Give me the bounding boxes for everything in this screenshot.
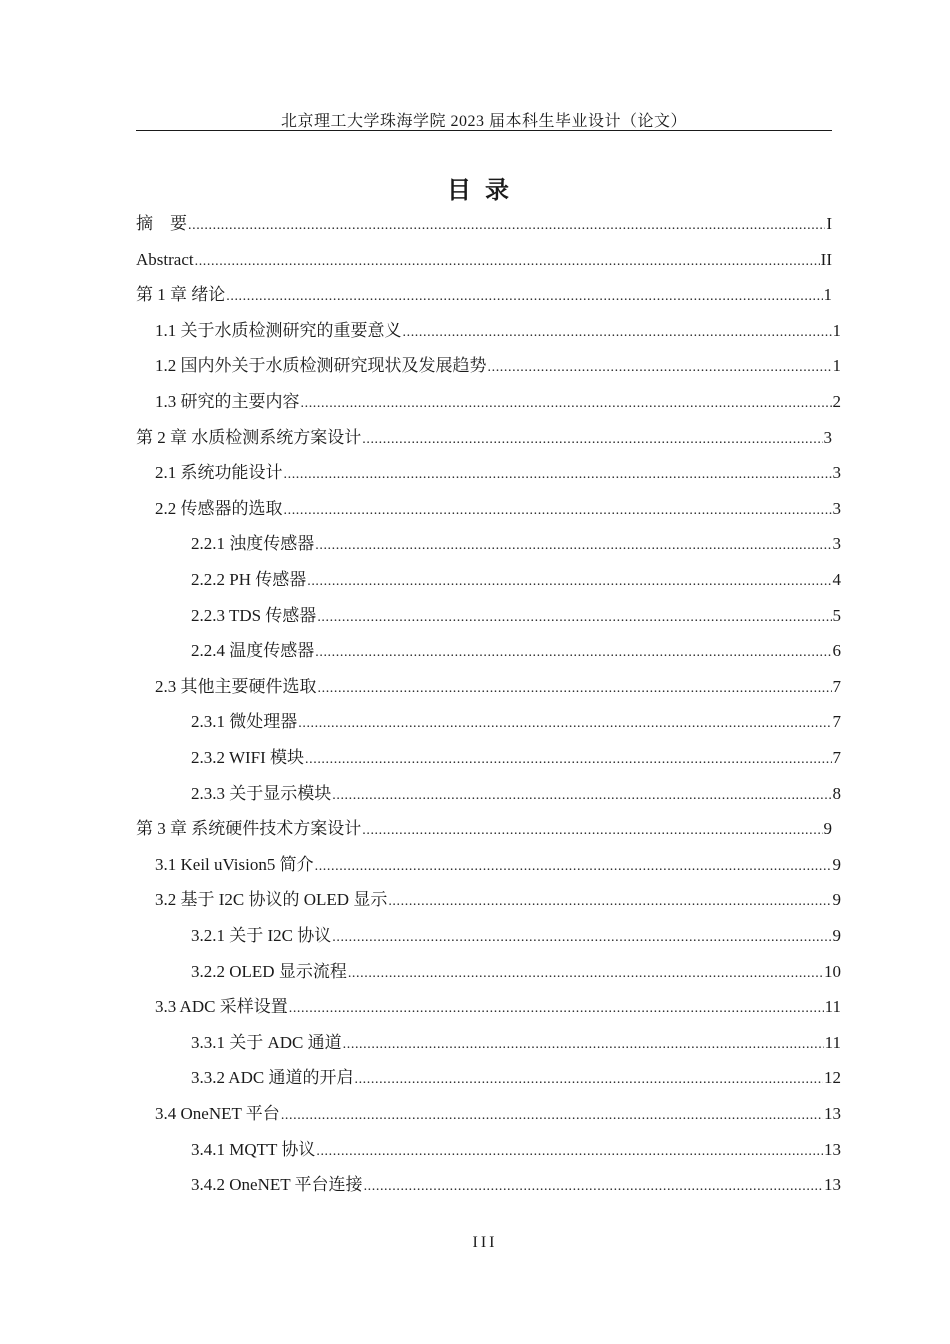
- toc-entry[interactable]: [155, 497, 841, 521]
- toc-entry-label: 3.4 OneNET 平台: [155, 1104, 280, 1123]
- toc-entry-page: II: [820, 249, 832, 269]
- toc-dot-leader: [332, 926, 831, 948]
- toc-entry[interactable]: [191, 924, 841, 948]
- toc-dot-leader: [318, 677, 832, 699]
- toc-entry[interactable]: [191, 604, 841, 628]
- toc-dot-leader: [315, 534, 831, 556]
- toc-entry[interactable]: [155, 995, 841, 1019]
- toc-entry[interactable]: [191, 568, 841, 592]
- toc-dot-leader: [488, 356, 832, 378]
- toc-entry-page: 5: [832, 605, 841, 625]
- toc-dot-leader: [317, 606, 831, 628]
- toc-entry[interactable]: [136, 283, 832, 307]
- toc-dot-leader: [284, 499, 832, 521]
- toc-entry-label: 2.3 其他主要硬件选取: [155, 676, 317, 696]
- toc-dot-leader: [284, 463, 832, 485]
- toc-entry-label: 2.2.4 温度传感器: [191, 641, 315, 661]
- toc-entry-label: 3.3.1 关于 ADC 通道: [191, 1032, 342, 1052]
- toc-entry-page: 11: [824, 997, 841, 1017]
- toc-entry[interactable]: [191, 1138, 841, 1162]
- toc-entry[interactable]: [136, 212, 832, 236]
- toc-entry-label: 2.2.3 TDS 传感器: [191, 605, 317, 625]
- toc-dot-leader: [188, 214, 825, 236]
- toc-entry[interactable]: [155, 675, 841, 699]
- toc-entry-label: 3.2.1 关于 I2C 协议: [191, 926, 332, 945]
- toc-entry-page: 12: [824, 1068, 841, 1088]
- toc-entry[interactable]: [155, 354, 841, 378]
- toc-dot-leader: [226, 285, 822, 307]
- toc-entry[interactable]: [191, 639, 841, 663]
- toc-entry[interactable]: [191, 532, 841, 556]
- toc-entry-label: 3.1 Keil uVision5 简介: [155, 854, 314, 874]
- toc-entry-page: 4: [832, 570, 841, 589]
- toc-entry[interactable]: [155, 853, 841, 877]
- toc-entry[interactable]: [155, 390, 841, 414]
- toc-entry-label: 2.1 系统功能设计: [155, 463, 283, 483]
- toc-entry[interactable]: [191, 1031, 841, 1055]
- toc-entry[interactable]: [191, 782, 841, 806]
- page-number: III: [472, 1234, 498, 1251]
- toc-entry-label: 3.3.2 ADC 通道的开启: [191, 1068, 354, 1088]
- toc-entry[interactable]: [191, 1173, 841, 1197]
- toc-entry-page: 3: [832, 534, 841, 554]
- toc-entry-label: 2.2.1 浊度传感器: [191, 534, 315, 554]
- toc-entry-label: 2.3.1 微处理器: [191, 712, 298, 732]
- toc-dot-leader: [307, 570, 831, 592]
- toc-entry[interactable]: [191, 1066, 841, 1090]
- toc-entry[interactable]: [155, 888, 841, 912]
- toc-dot-leader: [298, 712, 831, 734]
- toc-entry-page: 7: [832, 676, 841, 696]
- toc-entry[interactable]: [136, 426, 832, 450]
- toc-dot-leader: [316, 1140, 823, 1162]
- toc-entry-page: 9: [832, 890, 841, 910]
- toc-entry-page: 1: [832, 320, 841, 340]
- toc-entry-page: 6: [832, 641, 841, 661]
- toc-entry-page: 9: [823, 819, 832, 839]
- toc-dot-leader: [403, 321, 832, 343]
- toc-entry-page: 7: [832, 712, 841, 732]
- toc-entry-label: 3.3 ADC 采样设置: [155, 997, 288, 1017]
- toc-dot-leader: [301, 392, 832, 414]
- toc-dot-leader: [315, 641, 831, 663]
- toc-entry-page: 3: [832, 498, 841, 518]
- toc-dot-leader: [343, 1033, 824, 1055]
- toc-entry-label: 2.2 传感器的选取: [155, 498, 283, 518]
- toc-dot-leader: [362, 428, 822, 450]
- toc-entry[interactable]: [191, 960, 841, 984]
- toc-entry-label: 2.3.3 关于显示模块: [191, 783, 332, 803]
- toc-entry-label: Abstract: [136, 249, 194, 269]
- toc-dot-leader: [362, 819, 822, 841]
- toc-entry-page: I: [826, 214, 832, 233]
- toc-dot-leader: [364, 1175, 823, 1197]
- toc-dot-leader: [388, 890, 831, 912]
- toc-entry-label: 1.3 研究的主要内容: [155, 392, 300, 411]
- toc-entry-label: 第 3 章 系统硬件技术方案设计: [136, 819, 362, 839]
- toc-entry-page: 3: [823, 427, 832, 447]
- toc-entry-label: 1.1 关于水质检测研究的重要意义: [155, 320, 402, 340]
- toc-entry-page: 1: [823, 285, 832, 305]
- toc-entry[interactable]: [136, 248, 832, 272]
- toc-entry-page: 13: [824, 1175, 841, 1195]
- toc-entry-page: 11: [824, 1032, 841, 1052]
- toc-dot-leader: [305, 748, 831, 770]
- toc-dot-leader: [332, 784, 831, 806]
- toc-entry-label: 2.3.2 WIFI 模块: [191, 748, 305, 767]
- toc-entry-label: 1.2 国内外关于水质检测研究现状及发展趋势: [155, 356, 487, 376]
- toc-entry-label: 3.2.2 OLED 显示流程: [191, 961, 347, 981]
- toc-entry-page: 2: [832, 392, 841, 411]
- toc-dot-leader: [348, 962, 823, 984]
- page-title: 目录: [447, 176, 523, 204]
- toc-entry-label: 第 2 章 水质检测系统方案设计: [136, 427, 362, 447]
- toc-entry-page: 9: [832, 854, 841, 874]
- toc-dot-leader: [315, 855, 832, 877]
- toc-entry[interactable]: [191, 710, 841, 734]
- toc-entry-page: 13: [824, 1104, 841, 1123]
- toc-entry-page: 3: [832, 463, 841, 483]
- toc-entry[interactable]: [136, 817, 832, 841]
- toc-entry[interactable]: [155, 1102, 841, 1126]
- toc-entry-label: 3.4.1 MQTT 协议: [191, 1139, 316, 1159]
- toc-entry-page: 10: [824, 961, 841, 981]
- toc-entry-label: 3.4.2 OneNET 平台连接: [191, 1175, 363, 1195]
- toc-entry-page: 8: [832, 783, 841, 803]
- running-header: 北京理工大学珠海学院 2023 届本科生毕业设计（论文）: [280, 113, 687, 130]
- toc-entry-page: 1: [832, 356, 841, 376]
- toc-dot-leader: [354, 1068, 823, 1090]
- toc-dot-leader: [281, 1104, 823, 1126]
- toc-dot-leader: [195, 250, 820, 272]
- toc-entry-page: 13: [824, 1139, 841, 1159]
- toc-dot-leader: [289, 997, 824, 1019]
- toc-entry-page: 9: [832, 926, 841, 945]
- toc-entry[interactable]: [155, 319, 841, 343]
- toc-entry-label: 2.2.2 PH 传感器: [191, 570, 307, 589]
- toc-entry[interactable]: [191, 746, 841, 770]
- toc-entry-label: 3.2 基于 I2C 协议的 OLED 显示: [155, 890, 388, 910]
- toc-entry-page: 7: [832, 748, 841, 767]
- toc-entry[interactable]: [155, 461, 841, 485]
- toc-entry-label: 摘 要: [136, 214, 187, 233]
- header-rule: [136, 130, 832, 131]
- toc-entry-label: 第 1 章 绪论: [136, 285, 226, 305]
